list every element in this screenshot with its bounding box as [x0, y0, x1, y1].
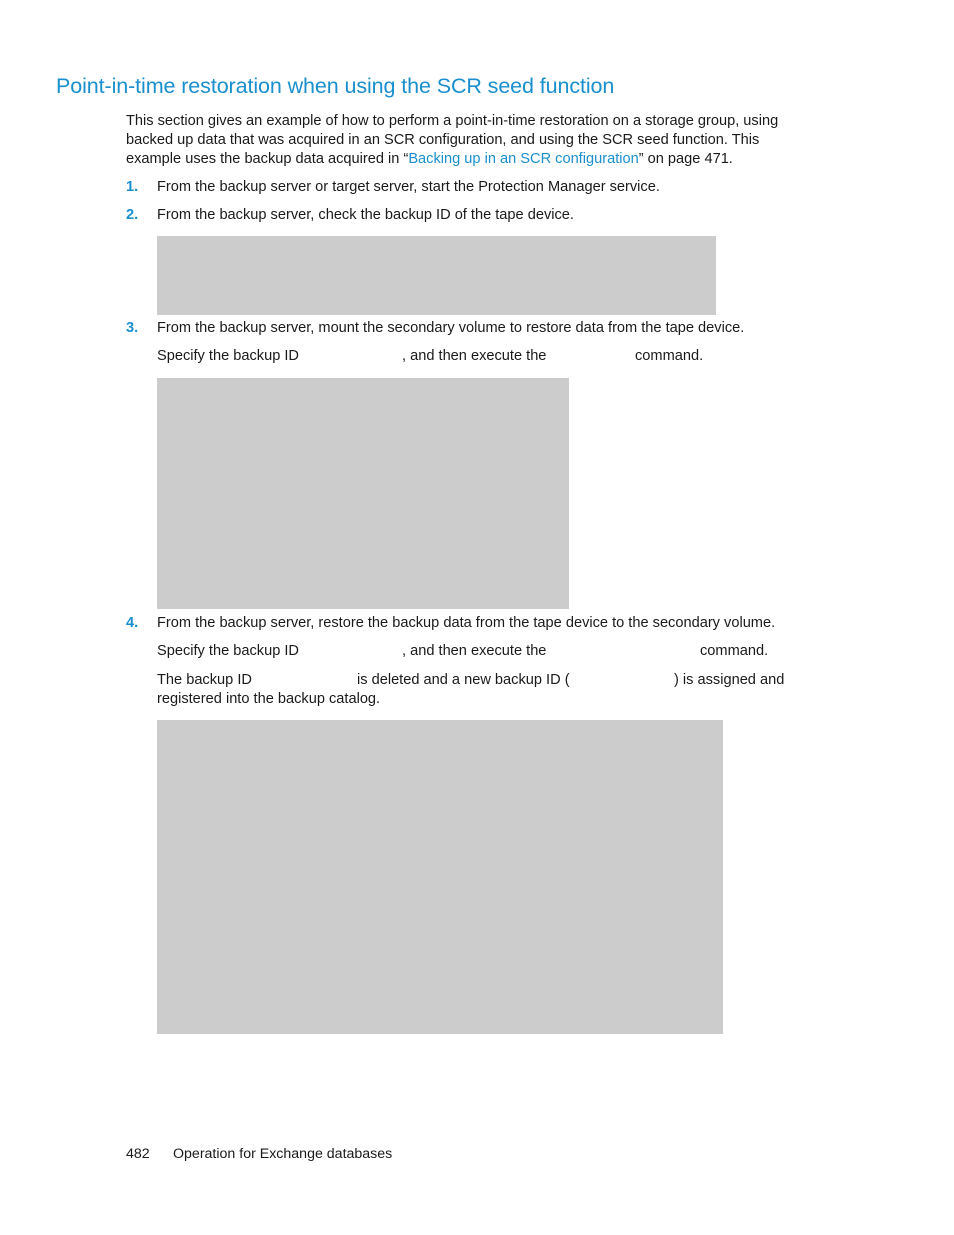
intro-text: This section gives an example of how to perform a point-in-time restoration on a storage group, using backed up data that was acquired in an SCR configuration, and using the SCR seed function. This example uses the backup data acquired in “	[126, 113, 779, 167]
intro-paragraph	[126, 112, 816, 169]
step-4-note-registered: registered into the backup catalog.	[157, 691, 381, 707]
step-text: From the backup server or target server, start the Protection Manager service.	[157, 179, 660, 195]
section-title: Point-in-time restoration when using the SCR seed function	[56, 74, 615, 98]
step-number: 1.	[126, 179, 139, 195]
page-number: 482	[126, 1146, 150, 1162]
step-number: 4.	[126, 615, 139, 631]
intro-page-ref: ” on page 471.	[638, 151, 733, 167]
chapter-title: Operation for Exchange databases	[173, 1146, 393, 1162]
step-number: 2.	[126, 207, 139, 223]
step-2	[126, 206, 574, 225]
code-block-restore	[157, 720, 723, 1034]
step-3-detail-command: command.	[635, 348, 704, 364]
step-text: From the backup server, restore the backup data from the tape device to the secondary volume.	[157, 615, 776, 631]
step-4-note-backup-id: The backup ID	[157, 672, 252, 688]
step-number: 3.	[126, 320, 139, 336]
code-block-check-backup-id	[157, 236, 716, 315]
step-4-note-assigned: ) is assigned and	[674, 672, 785, 688]
step-4-detail-execute: , and then execute the	[402, 643, 547, 659]
step-1	[126, 178, 660, 197]
backing-up-scr-link[interactable]: Backing up in an SCR configuration	[408, 151, 639, 167]
step-4-detail-specify: Specify the backup ID	[157, 643, 299, 659]
step-3-detail-execute: , and then execute the	[402, 348, 547, 364]
step-4-detail-command: command.	[700, 643, 769, 659]
step-text: From the backup server, mount the secondary volume to restore data from the tape device.	[157, 320, 745, 336]
step-3	[126, 319, 744, 338]
step-4	[126, 614, 775, 633]
step-text: From the backup server, check the backup ID of the tape device.	[157, 207, 574, 223]
step-4-note-deleted: is deleted and a new backup ID (	[357, 672, 570, 688]
code-block-mount	[157, 378, 569, 609]
step-3-detail-specify: Specify the backup ID	[157, 348, 299, 364]
